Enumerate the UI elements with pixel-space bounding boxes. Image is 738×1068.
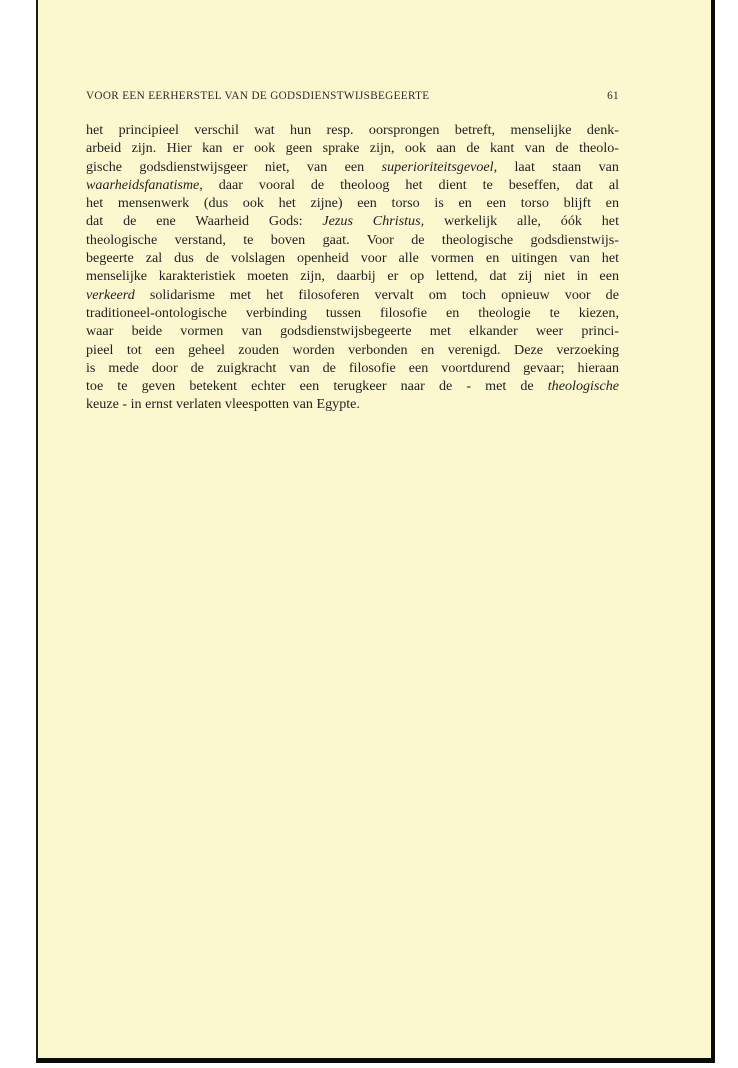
text-line [86,377,619,395]
italic-text-run: waarheidsfanatisme, [86,176,203,193]
text-line [86,322,619,340]
text-line [86,304,619,322]
text-line [86,341,619,359]
text-line [86,359,619,377]
text-line [86,231,619,249]
text-run: laat staan van [497,158,619,175]
text-run: waar beide vormen van godsdienstwijsbegeerte met elkander weer princi- [86,323,619,340]
book-page [36,0,715,1063]
text-line [86,212,619,230]
running-title: VOOR EEN EERHERSTEL VAN DE GODSDIENSTWIJSBEGEERTE [86,90,430,102]
body-paragraph [86,121,619,414]
text-line [86,286,619,304]
italic-text-run: Jezus Christus, [322,213,425,230]
text-run: traditioneel-ontologische verbinding tussen filosofie en theologie te kiezen, [86,304,619,321]
italic-text-run: verkeerd [86,286,135,303]
text-line [86,249,619,267]
text-line [86,176,619,194]
text-run: arbeid zijn. Hier kan er ook geen sprake zijn, ook aan de kant van de theolo- [86,140,619,157]
text-line [86,121,619,139]
text-run: pieel tot een geheel zouden worden verbonden en verenigd. Deze verzoeking [86,341,619,358]
italic-text-run: superioriteitsgevoel, [381,158,498,175]
text-run: is mede door de zuigkracht van de filosofie een voortdurend gevaar; hieraan [86,359,619,376]
text-run: het mensenwerk (dus ook het zijne) een torso is en een torso blijft en [86,195,619,212]
text-line [86,194,619,212]
text-line [86,158,619,176]
italic-text-run: theologische [547,378,619,395]
page-number: 61 [607,90,619,102]
text-line [86,395,619,413]
text-run: menselijke karakteristiek moeten zijn, daarbij er op lettend, dat zij niet in een [86,268,619,285]
text-run: toe te geven betekent echter een terugkeer naar de - met de [86,378,548,395]
text-run: gische godsdienstwijsgeer niet, van een [86,158,382,175]
text-run: daar vooral de theoloog het dient te beseffen, dat al [202,176,619,193]
running-head [86,90,619,106]
text-run: begeerte zal dus de volslagen openheid voor alle vormen en uitingen van het [86,250,619,267]
text-run: dat de ene Waarheid Gods: [86,213,323,230]
text-run: theologische verstand, te boven gaat. Voor de theologische godsdienstwijs- [86,231,619,248]
text-line [86,139,619,157]
text-line [86,267,619,285]
text-run: het principieel verschil wat hun resp. oorsprongen betreft, menselijke denk- [86,122,619,138]
text-run: solidarisme met het filosoferen vervalt om toch opnieuw voor de [134,286,619,303]
text-run: werkelijk alle, óók het [424,213,619,230]
text-run: keuze - in ernst verlaten vleespotten van Egypte. [86,396,360,413]
